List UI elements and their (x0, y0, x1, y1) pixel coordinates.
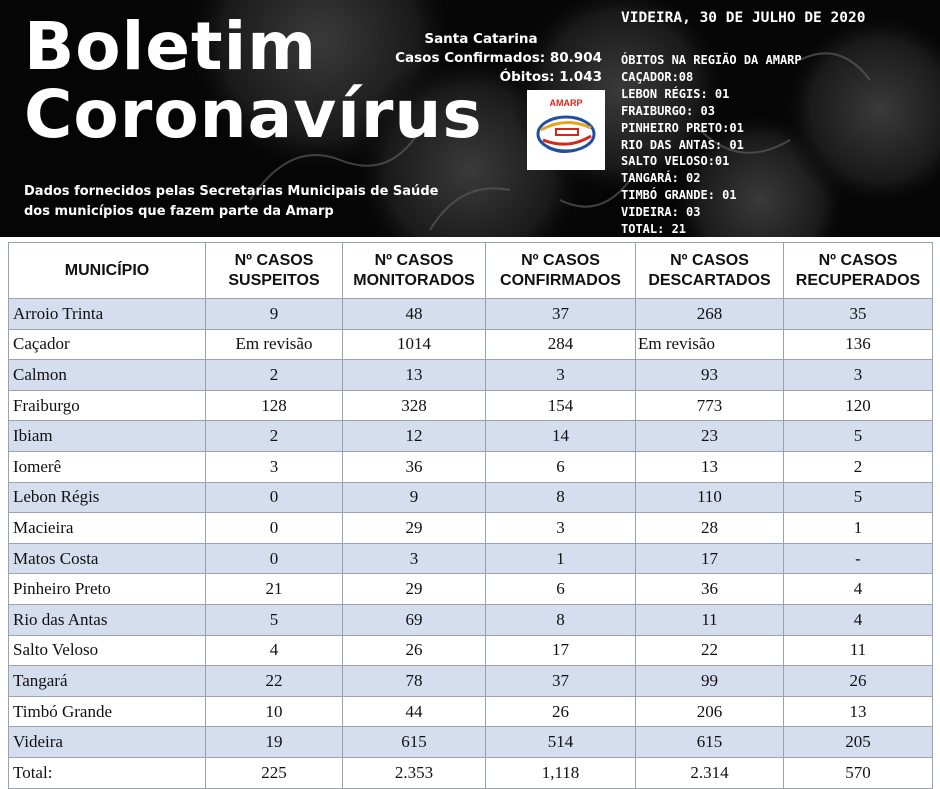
source-line-2: dos municípios que fazem parte da Amarp (24, 204, 334, 219)
deaths-item: PINHEIRO PRETO:01 (621, 120, 744, 135)
table-row (9, 696, 933, 727)
table-row (9, 482, 933, 513)
value-cell: 268 (636, 299, 784, 330)
value-cell: 17 (636, 543, 784, 574)
title-line-1: Boletim (24, 8, 317, 85)
value-cell: 206 (636, 696, 784, 727)
value-cell: 120 (784, 390, 933, 421)
value-cell: 44 (343, 696, 486, 727)
table-row (9, 543, 933, 574)
value-cell: Em revisão (636, 329, 784, 360)
value-cell: 21 (206, 574, 343, 605)
deaths-total: TOTAL: 21 (621, 222, 687, 237)
value-cell: 4 (784, 574, 933, 605)
value-cell: 28 (636, 513, 784, 544)
value-cell: - (784, 543, 933, 574)
value-cell: 328 (343, 390, 486, 421)
table-row (9, 574, 933, 605)
state-confirmed-cases: Casos Confirmados: 80.904 (395, 50, 602, 66)
value-cell: 2 (206, 421, 343, 452)
municipality-cell: Arroio Trinta (9, 299, 206, 330)
deaths-item: VIDEIRA: 03 (621, 205, 701, 220)
value-cell: 205 (784, 727, 933, 758)
header-banner (0, 0, 940, 237)
value-cell: 37 (486, 666, 636, 697)
source-line-1: Dados fornecidos pelas Secretarias Municipais de Saúde (24, 184, 439, 199)
value-cell: 11 (636, 604, 784, 635)
value-cell: 78 (343, 666, 486, 697)
municipality-cell: Pinheiro Preto (9, 574, 206, 605)
value-cell: 615 (636, 727, 784, 758)
table-row (9, 299, 933, 330)
value-cell: 6 (486, 451, 636, 482)
municipality-cell: Videira (9, 727, 206, 758)
table-header-row (9, 243, 933, 299)
regional-deaths-list (621, 52, 802, 237)
table-row (9, 360, 933, 391)
value-cell: 14 (486, 421, 636, 452)
value-cell: 13 (636, 451, 784, 482)
table-row (9, 421, 933, 452)
value-cell: 8 (486, 482, 636, 513)
value-cell: 2 (784, 451, 933, 482)
value-cell: 13 (784, 696, 933, 727)
value-cell: 23 (636, 421, 784, 452)
value-cell: 48 (343, 299, 486, 330)
value-cell: 0 (206, 482, 343, 513)
value-cell: 5 (784, 421, 933, 452)
value-cell: 3 (206, 451, 343, 482)
value-cell: 11 (784, 635, 933, 666)
data-source-note (24, 182, 438, 222)
bulletin-date: VIDEIRA, 30 DE JULHO DE 2020 (621, 10, 866, 26)
value-cell: 225 (206, 757, 343, 788)
value-cell: 10 (206, 696, 343, 727)
value-cell: 136 (784, 329, 933, 360)
value-cell: 2 (206, 360, 343, 391)
title-line-2: Coronavírus (24, 76, 483, 153)
municipality-cell: Lebon Régis (9, 482, 206, 513)
header-confirmados: Nº CASOS CONFIRMADOS (486, 243, 636, 299)
value-cell: 110 (636, 482, 784, 513)
value-cell: 2.353 (343, 757, 486, 788)
value-cell: 8 (486, 604, 636, 635)
municipality-cell: Rio das Antas (9, 604, 206, 635)
value-cell: 0 (206, 513, 343, 544)
value-cell: 22 (206, 666, 343, 697)
municipality-cell: Salto Veloso (9, 635, 206, 666)
cases-table-container (8, 242, 933, 789)
municipality-cell: Total: (9, 757, 206, 788)
value-cell: 9 (343, 482, 486, 513)
value-cell: 26 (486, 696, 636, 727)
deaths-item: TIMBÓ GRANDE: 01 (621, 188, 737, 203)
state-deaths: Óbitos: 1.043 (499, 69, 602, 85)
value-cell: 69 (343, 604, 486, 635)
table-row (9, 604, 933, 635)
value-cell: 17 (486, 635, 636, 666)
deaths-item: LEBON RÉGIS: 01 (621, 86, 730, 101)
value-cell: Em revisão (206, 329, 343, 360)
deaths-item: RIO DAS ANTAS: 01 (621, 137, 744, 152)
value-cell: 128 (206, 390, 343, 421)
value-cell: 9 (206, 299, 343, 330)
value-cell: 36 (636, 574, 784, 605)
value-cell: 29 (343, 574, 486, 605)
municipality-cell: Tangará (9, 666, 206, 697)
value-cell: 22 (636, 635, 784, 666)
deaths-title: ÓBITOS NA REGIÃO DA AMARP (621, 53, 802, 67)
value-cell: 615 (343, 727, 486, 758)
state-summary (360, 30, 602, 87)
value-cell: 773 (636, 390, 784, 421)
table-row (9, 635, 933, 666)
value-cell: 37 (486, 299, 636, 330)
deaths-item: SALTO VELOSO:01 (621, 154, 730, 169)
value-cell: 93 (636, 360, 784, 391)
deaths-item: CAÇADOR:08 (621, 69, 694, 84)
value-cell: 3 (343, 543, 486, 574)
table-row (9, 390, 933, 421)
value-cell: 99 (636, 666, 784, 697)
value-cell: 570 (784, 757, 933, 788)
value-cell: 19 (206, 727, 343, 758)
value-cell: 3 (486, 360, 636, 391)
value-cell: 5 (784, 482, 933, 513)
cases-table (8, 242, 933, 789)
value-cell: 13 (343, 360, 486, 391)
table-row (9, 727, 933, 758)
municipality-cell: Ibiam (9, 421, 206, 452)
header-monitorados: Nº CASOS MONITORADOS (343, 243, 486, 299)
table-total-row (9, 757, 933, 788)
table-row (9, 329, 933, 360)
logo-text: AMARP (549, 98, 583, 108)
header-suspeitos: Nº CASOS SUSPEITOS (206, 243, 343, 299)
value-cell: 1014 (343, 329, 486, 360)
table-row (9, 513, 933, 544)
value-cell: 26 (343, 635, 486, 666)
municipality-cell: Iomerê (9, 451, 206, 482)
value-cell: 4 (784, 604, 933, 635)
municipality-cell: Fraiburgo (9, 390, 206, 421)
deaths-item: TANGARÁ: 02 (621, 171, 701, 186)
amarp-logo (527, 90, 605, 170)
value-cell: 0 (206, 543, 343, 574)
value-cell: 3 (784, 360, 933, 391)
municipality-cell: Caçador (9, 329, 206, 360)
municipality-cell: Timbó Grande (9, 696, 206, 727)
value-cell: 5 (206, 604, 343, 635)
value-cell: 35 (784, 299, 933, 330)
value-cell: 1 (784, 513, 933, 544)
header-descartados: Nº CASOS DESCARTADOS (636, 243, 784, 299)
municipality-cell: Macieira (9, 513, 206, 544)
value-cell: 1 (486, 543, 636, 574)
state-name: Santa Catarina (424, 31, 538, 47)
value-cell: 1,118 (486, 757, 636, 788)
value-cell: 3 (486, 513, 636, 544)
header-municipio: MUNICÍPIO (9, 243, 206, 299)
table-row (9, 451, 933, 482)
municipality-cell: Matos Costa (9, 543, 206, 574)
municipality-cell: Calmon (9, 360, 206, 391)
value-cell: 284 (486, 329, 636, 360)
table-row (9, 666, 933, 697)
value-cell: 36 (343, 451, 486, 482)
value-cell: 12 (343, 421, 486, 452)
deaths-item: FRAIBURGO: 03 (621, 103, 715, 118)
value-cell: 29 (343, 513, 486, 544)
value-cell: 2.314 (636, 757, 784, 788)
value-cell: 154 (486, 390, 636, 421)
value-cell: 4 (206, 635, 343, 666)
header-recuperados: Nº CASOS RECUPERADOS (784, 243, 933, 299)
value-cell: 26 (784, 666, 933, 697)
value-cell: 6 (486, 574, 636, 605)
value-cell: 514 (486, 727, 636, 758)
